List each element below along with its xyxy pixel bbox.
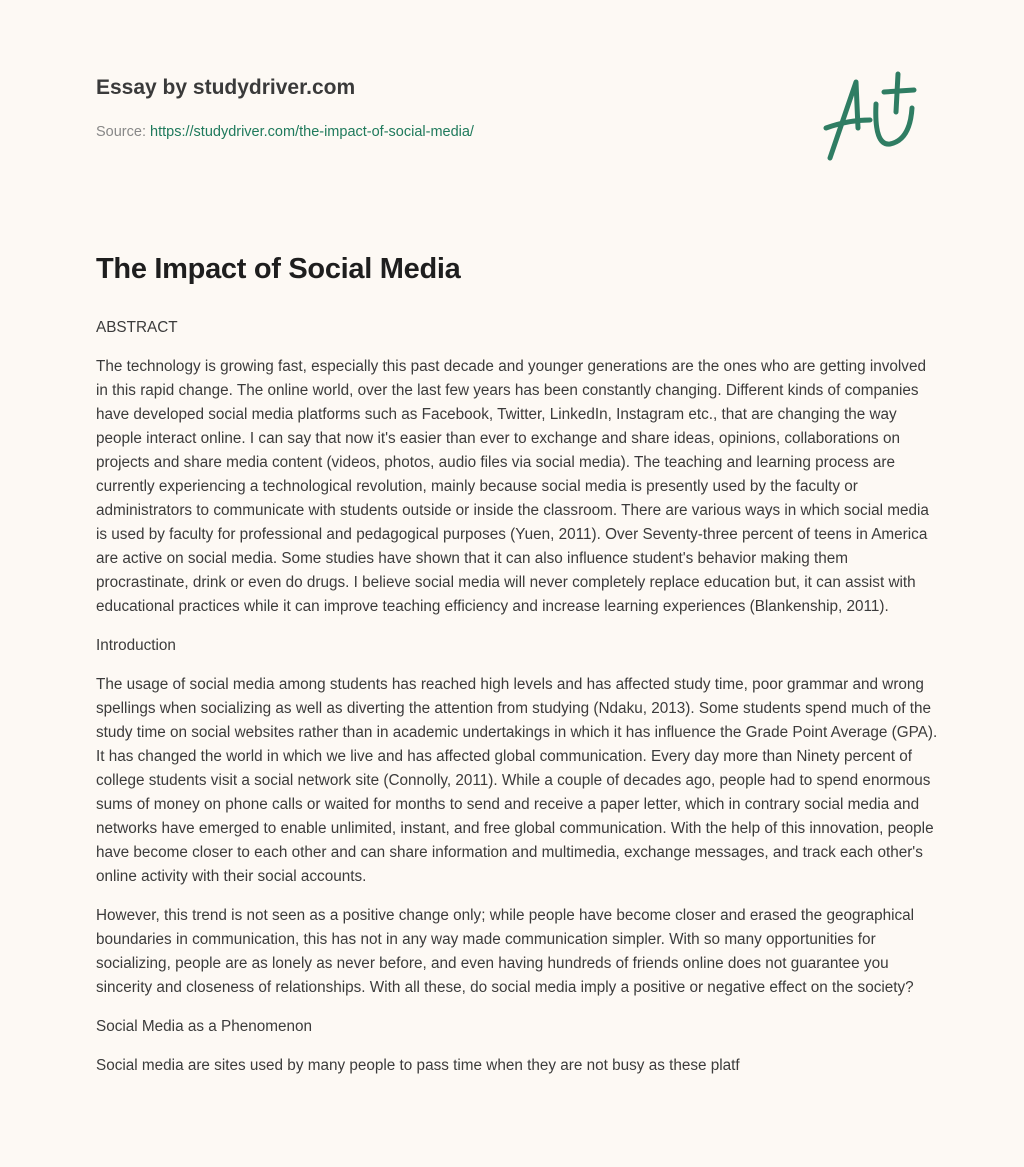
paragraph: Social media are sites used by many people to pass time when they are not busy as these platf — [96, 1057, 740, 1074]
a-plus-logo-icon — [818, 68, 930, 168]
section-heading-phenomenon: Social Media as a Phenomenon — [96, 1018, 312, 1035]
section-heading-abstract: ABSTRACT — [96, 319, 178, 336]
source-link[interactable]: https://studydriver.com/the-impact-of-social-media/ — [150, 124, 474, 140]
source-line — [96, 124, 474, 140]
section-heading-introduction: Introduction — [96, 637, 176, 654]
paragraph: However, this trend is not seen as a positive change only; while people have become closer and erased the geographical boundaries in communication, this has not in any way made communication simpler. With so many opportunities for socializing, people are as lonely as never before, and even having hundreds of friends online does not guarantee you sincerity and closeness of relationships. With all these, do social media imply a positive or negative effect on the society? — [96, 907, 915, 996]
source-label: Source: — [96, 124, 146, 140]
article-title: The Impact of Social Media — [96, 253, 461, 285]
paragraph: The usage of social media among students has reached high levels and has affected study time, poor grammar and wrong spellings when socializing as well as diverting the attention from studying (Ndaku, 2013). Some students spend much of the study time on social websites rather than in academic undertakings in which it has influence the Grade Point Average (GPA). It has changed the world in which we live and has affected global communication. Every day more than Ninety percent of college students visit a social network site (Connolly, 2011). While a couple of decades ago, people had to spend enormous sums of money on phone calls or waited for months to send and receive a paper letter, which in contrary social media and networks have emerged to enable unlimited, instant, and free global communication. With the help of this innovation, people have become closer to each other and can share information and multimedia, exchange messages, and track each other's online activity with their social accounts. — [96, 676, 938, 885]
site-brand: Essay by studydriver.com — [96, 76, 356, 99]
paragraph: The technology is growing fast, especially this past decade and younger generations are the ones who are getting involved in this rapid change. The online world, over the last few years has been constantly changing. Different kinds of companies have developed social media platforms such as Facebook, Twitter, LinkedIn, Instagram etc., that are changing the way people interact online. I can say that now it's easier than ever to exchange and share ideas, opinions, collaborations on projects and share media content (videos, photos, audio files via social media). The teaching and learning process are currently experiencing a technological revolution, mainly because social media is presently used by the faculty or administrators to communicate with students outside or inside the classroom. There are various ways in which social media is used by faculty for professional and pedagogical purposes (Yuen, 2011). Over Seventy-three percent of teens in America are active on social media. Some studies have shown that it can also influence student's behavior making them procrastinate, drink or even do drugs. I believe social media will never completely replace education but, it can assist with educational practices while it can improve teaching efficiency and increase learning experiences (Blankenship, 2011). — [96, 358, 929, 615]
article-body — [96, 316, 938, 1093]
